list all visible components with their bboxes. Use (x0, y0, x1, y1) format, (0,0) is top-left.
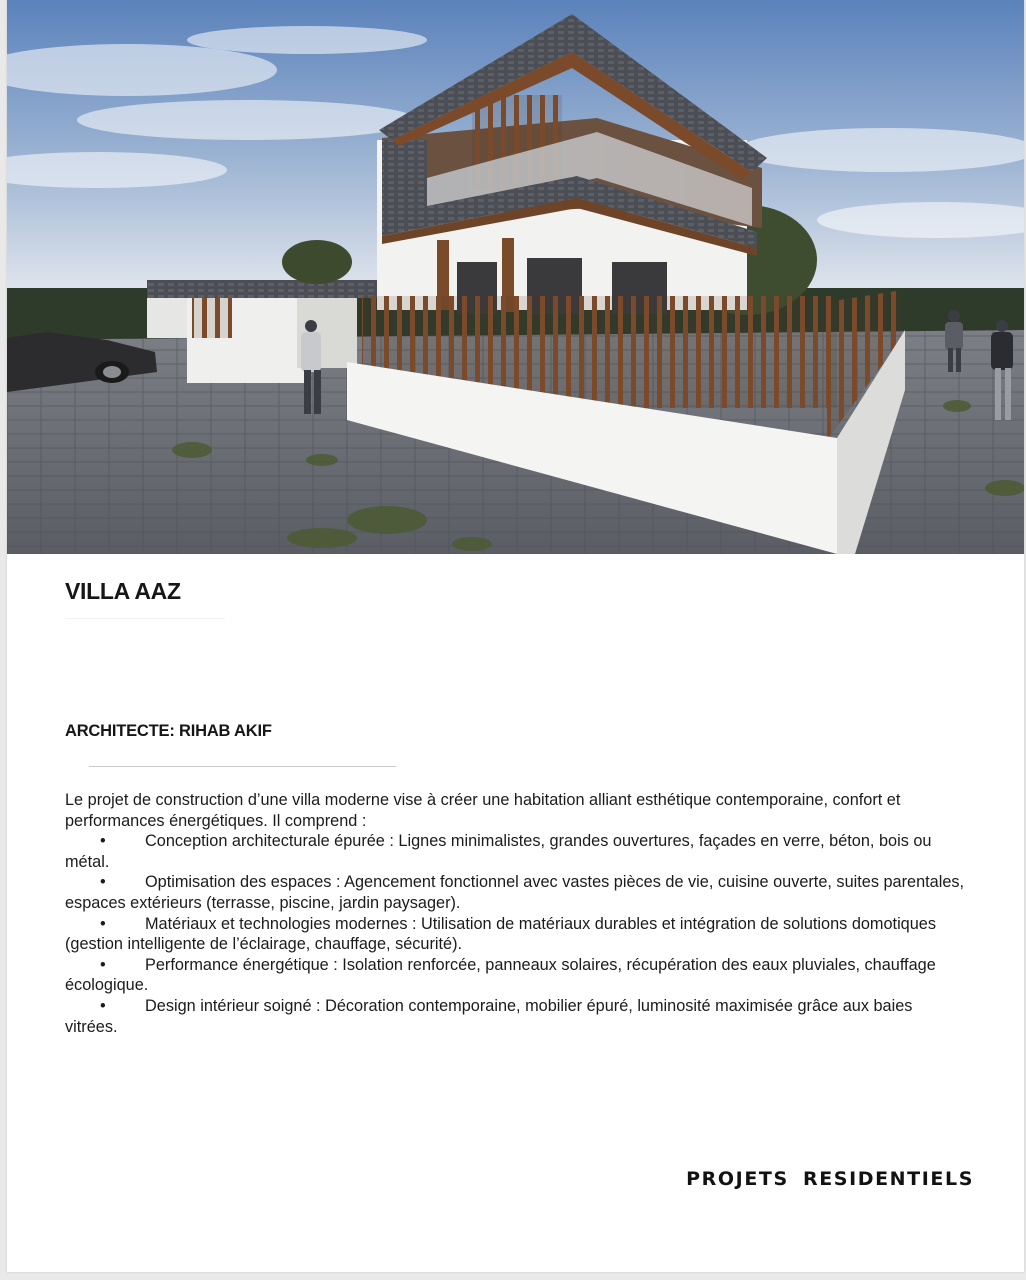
architect-credit: ARCHITECTE: RIHAB AKIF (65, 722, 272, 740)
list-item (65, 955, 965, 996)
section-divider (89, 766, 396, 767)
villa-render-image (7, 0, 1024, 554)
bullet-icon: • (100, 955, 106, 974)
project-description (65, 790, 965, 1037)
list-item-text: Design intérieur soigné : Décoration contemporaine, mobilier épuré, luminosité maximisée grâce aux baies vitrées. (65, 996, 913, 1036)
list-item (65, 872, 965, 913)
project-title: VILLA AAZ (65, 578, 181, 604)
list-item (65, 996, 965, 1037)
document-page (7, 0, 1024, 1272)
list-item-text: Performance énergétique : Isolation renforcée, panneaux solaires, récupération des eaux pluviales, chauffage écologique. (65, 955, 936, 995)
feature-list (65, 831, 965, 1037)
bullet-icon: • (100, 832, 106, 851)
faint-divider (65, 618, 225, 619)
list-item-text: Matériaux et technologies modernes : Utilisation de matériaux durables et intégration de solutions domotiques (gestion intelligente de l’éclairage, chauffage, sécurité). (65, 914, 936, 954)
list-item-text: Conception architecturale épurée : Lignes minimalistes, grandes ouvertures, façades en verre, béton, bois ou métal. (65, 832, 932, 871)
list-item-text: Optimisation des espaces : Agencement fonctionnel avec vastes pièces de vie, cuisine ouverte, suites parentales, espaces extérieurs (terrasse, piscine, jardin paysager). (65, 873, 965, 912)
bullet-icon: • (100, 873, 106, 892)
bullet-icon: • (100, 996, 106, 1015)
category-footer: PROJETS RESIDENTIELS (686, 1168, 974, 1190)
description-intro: Le projet de construction d’une villa moderne vise à créer une habitation alliant esthétique contemporaine, confort et performances énergétiques. Il comprend : (65, 791, 901, 830)
list-item (65, 914, 965, 955)
list-item (65, 831, 965, 872)
bullet-icon: • (100, 914, 106, 933)
